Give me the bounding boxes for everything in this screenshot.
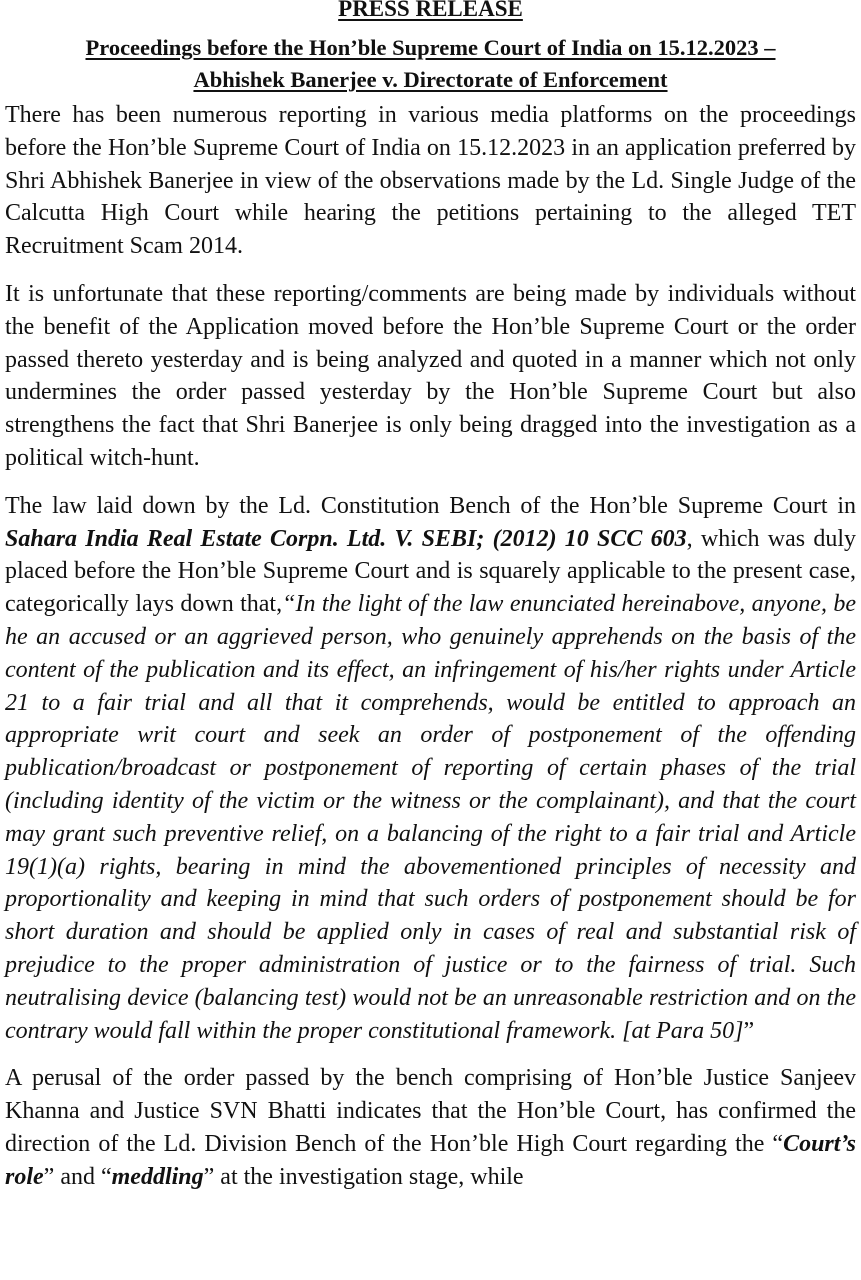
paragraph-1: There has been numerous reporting in various media platforms on the proceedings before the Hon’ble Supreme Court of India on 15.12.2023 in an application preferred by Shri Abhishek Banerjee in view of the observations made by the Ld. Single Judge of the Calcutta High Court while hearing the petitions pertaining to the alleged TET Recruitment Scam 2014. (5, 102, 856, 260)
quote-close-mark: ” (743, 1017, 755, 1044)
quoted-passage: In the light of the law enunciated hereinabove, anyone, be he an accused or an aggrieved person, who genuinely apprehends on the basis of the content of the publication and its effect, an infringement of his/her rights under Article 21 to a fair trial and all that it comprehends, would be entitled to approach an appropriate writ court and seek an order of postponement of the offending publication/broadcast or postponement of reporting of certain phases of the trial (including identity of the victim or the witness or the complainant), and that the court may grant such preventive relief, on a balancing of the right to a fair trial and Article 19(1)(a) rights, bearing in mind the abovementioned principles of necessity and proportionality and keeping in mind that such orders of postponement should be for short duration and should be applied only in cases of real and substantial risk of prejudice to the proper administration of justice or to the fairness of trial. Such neutralising device (balancing test) would not be an unreasonable restriction and on the contrary would fall within the proper constitutional framework. [at Para 50] (5, 591, 856, 1044)
paragraph-2: It is unfortunate that these reporting/comments are being made by individuals without the benefit of the Application moved before the Hon’ble Supreme Court or the order passed thereto yesterday and is being analyzed and quoted in a manner which not only undermines the order passed yesterday by the Hon’ble Supreme Court but also strengthens the fact that Shri Banerjee is only being dragged into the investigation as a political witch-hunt. (5, 280, 856, 471)
paragraph-3-lead: The law laid down by the Ld. Constitution Bench of the Hon’ble Supreme Court in (5, 492, 856, 519)
paragraph-4 (5, 1062, 856, 1193)
quote-open-mark: “ (282, 591, 296, 618)
paragraph-3-middle: , which was duly placed before the Hon’ble Supreme Court and is squarely applicable to the present case, categorically lays down that, (5, 525, 856, 618)
headline (5, 32, 856, 96)
term-meddling: meddling (111, 1163, 204, 1190)
case-citation: Sahara India Real Estate Corpn. Ltd. V. SEBI; (2012) 10 SCC 603 (5, 525, 687, 552)
headline-line-1: Proceedings before the Hon’ble Supreme Court of India on 15.12.2023 – (85, 35, 776, 60)
paragraph-4-between: ” and “ (43, 1163, 112, 1190)
document-title: PRESS RELEASE (338, 0, 523, 21)
term-courts-role: Court’s role (5, 1130, 856, 1190)
paragraph-3 (5, 490, 856, 1048)
paragraph-4-tail: ” at the investigation stage, while (203, 1163, 524, 1190)
paragraph-4-lead: A perusal of the order passed by the bench comprising of Hon’ble Justice Sanjeev Khanna and Justice SVN Bhatti indicates that the Hon’ble Court, has confirmed the direction of the Ld. Division Bench of the Hon’ble High Court regarding the “ (5, 1065, 856, 1157)
headline-line-2: Abhishek Banerjee v. Directorate of Enforcement (193, 67, 668, 92)
